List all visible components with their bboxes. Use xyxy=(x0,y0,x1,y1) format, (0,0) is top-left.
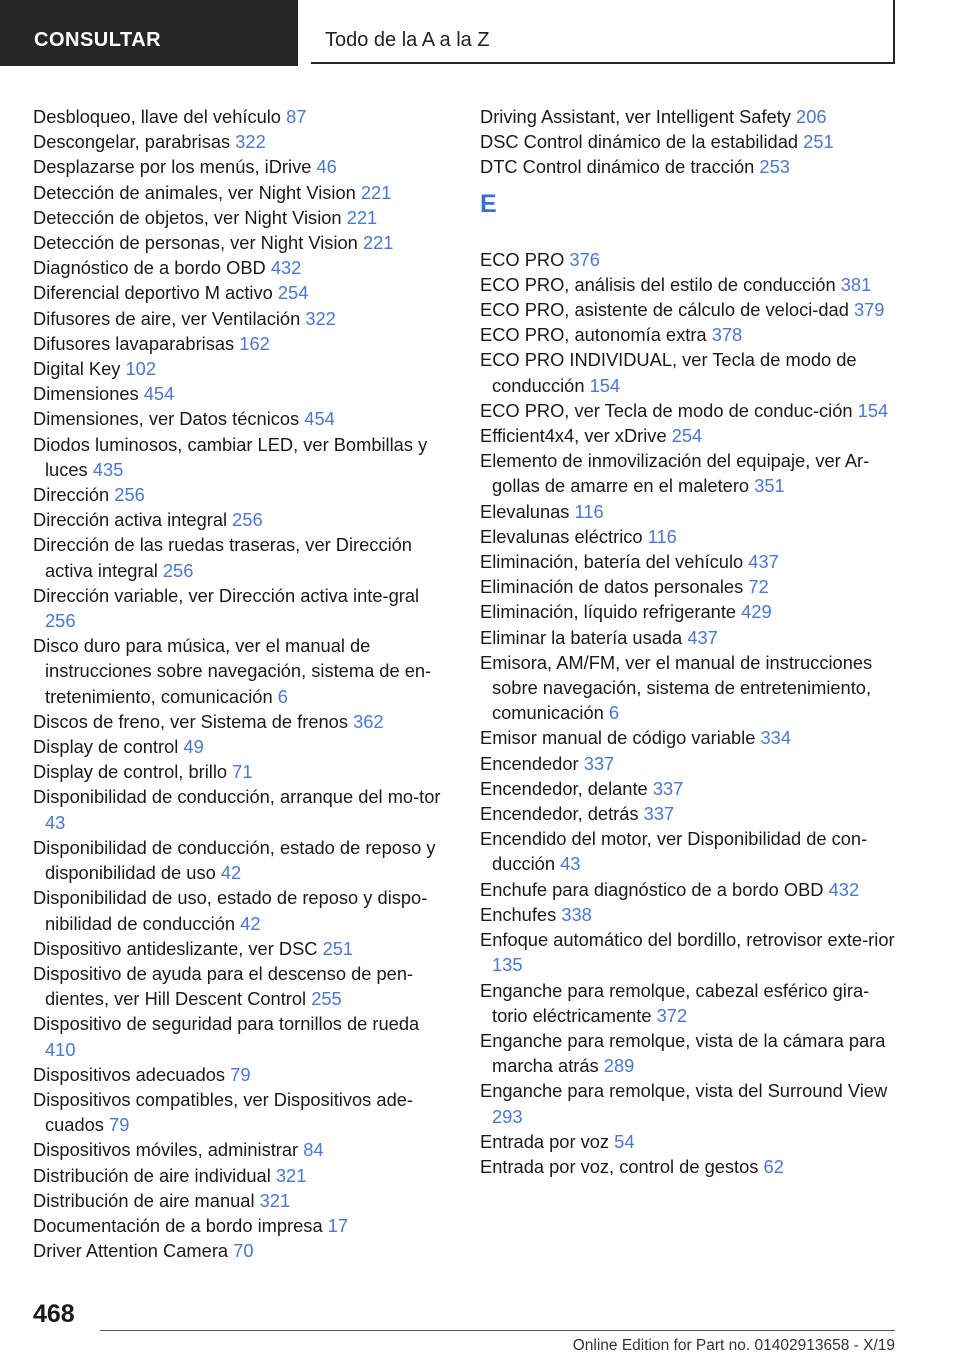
index-page-link[interactable]: 437 xyxy=(748,551,779,573)
index-entry-text: Distribución de aire manual xyxy=(33,1189,255,1211)
index-entry-text: Descongelar, parabrisas xyxy=(33,131,231,153)
index-entry xyxy=(33,432,448,482)
index-entry xyxy=(33,180,448,205)
index-entry-text: Eliminación, batería del vehículo xyxy=(480,551,744,573)
index-entry-text: ECO PRO, autonomía extra xyxy=(480,324,707,346)
index-page-link[interactable]: 102 xyxy=(125,358,156,380)
index-page-link[interactable]: 337 xyxy=(652,777,684,799)
index-entry-text: DTC Control dinámico de tracción xyxy=(480,156,755,178)
index-entry xyxy=(480,574,900,599)
index-entry xyxy=(33,1188,448,1213)
index-entry xyxy=(480,347,900,397)
footer-divider xyxy=(100,1330,895,1331)
index-entry xyxy=(480,129,900,154)
index-entry xyxy=(33,406,448,431)
index-entry xyxy=(480,1154,900,1179)
index-page-link[interactable]: 251 xyxy=(322,937,354,959)
index-entry xyxy=(33,1238,448,1263)
index-entry xyxy=(480,877,900,902)
index-page-link[interactable]: 289 xyxy=(603,1055,635,1077)
index-entry-text: Distribución de aire individual xyxy=(33,1164,271,1186)
index-entry xyxy=(33,230,448,255)
index-entry-text: Desbloqueo, llave del vehículo xyxy=(33,106,281,127)
index-entry xyxy=(480,549,900,574)
index-page-link[interactable]: 162 xyxy=(239,332,270,354)
index-entry xyxy=(480,322,900,347)
index-entry-text: Driver Attention Camera xyxy=(33,1240,229,1262)
index-entry xyxy=(33,961,448,1011)
index-entry-text: ECO PRO xyxy=(480,248,565,270)
index-entry-text: Detección de objetos, ver Night Vision xyxy=(33,206,342,228)
index-entry-text: Dispositivo de seguridad para tornillos de rueda xyxy=(33,1013,420,1035)
index-entry-text: Display de control xyxy=(33,736,179,758)
index-entry-text: Elemento de inmovilización del equipaje, ver Ar-gollas de amarre en el maletero xyxy=(480,450,870,497)
index-page-link[interactable]: 79 xyxy=(109,1114,130,1136)
index-entry xyxy=(33,583,448,633)
index-page-link[interactable]: 337 xyxy=(643,803,675,825)
index-entry-text: Diagnóstico de a bordo OBD xyxy=(33,257,266,279)
index-page-link[interactable]: 454 xyxy=(304,408,335,430)
index-entry-text: Enfoque automático del bordillo, retrovisor exte-rior xyxy=(480,929,895,951)
index-page-link[interactable]: 72 xyxy=(748,576,769,598)
index-page-link[interactable]: 432 xyxy=(270,257,302,279)
index-entry xyxy=(33,1163,448,1188)
index-page-link[interactable]: 429 xyxy=(741,601,772,623)
index-entry-text: Eliminación de datos personales xyxy=(480,576,744,598)
index-entry xyxy=(33,633,448,709)
index-page-link[interactable]: 321 xyxy=(259,1189,291,1211)
index-entry-text: Encendedor, detrás xyxy=(480,803,639,825)
index-entry-text: Digital Key xyxy=(33,358,121,380)
index-entry xyxy=(33,306,448,331)
index-entry-text: Encendido del motor, ver Disponibilidad de con-ducción xyxy=(480,828,868,875)
index-page-link[interactable]: 116 xyxy=(647,525,677,547)
index-entry xyxy=(480,398,900,423)
index-entry xyxy=(33,1087,448,1137)
index-entry-text: Enganche para remolque, vista del Surround View xyxy=(480,1080,888,1102)
index-page-link[interactable]: 255 xyxy=(311,988,342,1010)
index-entry xyxy=(480,247,900,272)
index-page-link[interactable]: 49 xyxy=(183,736,204,758)
index-page-link[interactable]: 43 xyxy=(560,853,581,875)
index-entry-text: ECO PRO, análisis del estilo de conducción xyxy=(480,273,836,295)
index-entry-text: Difusores de aire, ver Ventilación xyxy=(33,307,301,329)
index-entry-text: DSC Control dinámico de la estabilidad xyxy=(480,131,799,153)
index-entry-text: Eliminar la batería usada xyxy=(480,626,683,648)
index-entry xyxy=(480,776,900,801)
index-entry xyxy=(480,902,900,927)
index-entry xyxy=(33,1213,448,1238)
index-page-link[interactable]: 221 xyxy=(346,206,378,228)
index-entry xyxy=(33,1011,448,1061)
index-entry xyxy=(480,725,900,750)
index-page-link[interactable]: 293 xyxy=(492,1105,523,1127)
page-number: 468 xyxy=(33,1300,75,1328)
index-column-right xyxy=(480,104,900,1179)
index-entry xyxy=(480,423,900,448)
index-entry xyxy=(480,927,900,977)
index-entry-text: Diodos luminosos, cambiar LED, ver Bombillas y luces xyxy=(33,433,428,480)
index-entry xyxy=(480,272,900,297)
index-page-link[interactable]: 379 xyxy=(853,299,885,321)
index-page-link[interactable]: 253 xyxy=(759,156,790,178)
index-entry xyxy=(33,734,448,759)
index-page-link[interactable]: 372 xyxy=(656,1004,688,1026)
index-entry xyxy=(33,482,448,507)
index-page-link[interactable]: 116 xyxy=(574,500,604,522)
index-entry xyxy=(480,978,900,1028)
chapter-title: Todo de la A a la Z xyxy=(311,0,895,64)
index-entry xyxy=(480,154,900,179)
index-entry-text: Entrada por voz, control de gestos xyxy=(480,1155,759,1177)
index-entry xyxy=(33,507,448,532)
index-page-link[interactable]: 251 xyxy=(803,131,834,153)
page-header xyxy=(0,0,960,66)
index-entry-text: Display de control, brillo xyxy=(33,761,228,783)
index-entry-text: Detección de animales, ver Night Vision xyxy=(33,181,356,203)
index-page-link[interactable]: 256 xyxy=(162,559,194,581)
index-page-link[interactable]: 351 xyxy=(754,475,785,497)
index-entry-text: Dispositivo antideslizante, ver DSC xyxy=(33,937,318,959)
index-entry-text: Enganche para remolque, cabezal esférico gira-torio eléctricamente xyxy=(480,979,870,1026)
index-entry-text: Eliminación, líquido refrigerante xyxy=(480,601,737,623)
index-entry xyxy=(480,1129,900,1154)
index-entry xyxy=(33,835,448,885)
index-entry-text: Desplazarse por los menús, iDrive xyxy=(33,156,312,178)
index-entry-text: Disponibilidad de conducción, estado de reposo y disponibilidad de uso xyxy=(33,836,436,884)
index-entry xyxy=(480,499,900,524)
index-page-link[interactable]: 79 xyxy=(230,1063,251,1085)
index-entry-text: Dirección variable, ver Dirección activa inte-gral xyxy=(33,584,420,606)
index-page-link[interactable]: 321 xyxy=(275,1164,307,1186)
index-page-link[interactable]: 71 xyxy=(232,761,253,783)
index-entry xyxy=(480,1078,900,1128)
index-group-d-continued xyxy=(480,104,900,180)
index-entry-text: Dirección de las ruedas traseras, ver Dirección activa integral xyxy=(33,534,412,581)
index-entry-text: Diferencial deportivo M activo xyxy=(33,282,273,304)
index-page-link[interactable]: 256 xyxy=(114,484,145,506)
section-letter: E xyxy=(480,189,497,218)
index-group-e xyxy=(480,247,900,1180)
index-page-link[interactable]: 435 xyxy=(92,458,124,480)
index-page-link[interactable]: 254 xyxy=(277,282,309,304)
index-entry xyxy=(33,936,448,961)
index-entry xyxy=(33,280,448,305)
index-entry xyxy=(33,532,448,582)
index-page-link[interactable]: 54 xyxy=(614,1130,635,1152)
index-entry-text: Difusores lavaparabrisas xyxy=(33,332,235,354)
index-entry-text: Emisora, AM/FM, ver el manual de instrucciones sobre navegación, sistema de entretenimiento, comunicación xyxy=(480,651,873,724)
index-entry-text: Dirección xyxy=(33,484,110,506)
index-page-link[interactable]: 154 xyxy=(589,374,621,396)
index-page-link[interactable]: 437 xyxy=(687,626,718,648)
index-entry-text: Detección de personas, ver Night Vision xyxy=(33,232,358,254)
index-page-link[interactable]: 62 xyxy=(763,1155,784,1177)
index-page-link[interactable]: 256 xyxy=(45,610,76,632)
index-entry-text: Dirección activa integral xyxy=(33,509,228,531)
header-gap xyxy=(298,0,311,66)
index-page-link[interactable]: 206 xyxy=(796,106,827,127)
index-entry-text: Encendedor, delante xyxy=(480,777,648,799)
index-entry-text: Emisor manual de código variable xyxy=(480,727,756,749)
index-page-link[interactable]: 322 xyxy=(305,307,336,329)
index-entry xyxy=(480,650,900,726)
index-entry-text: Elevalunas xyxy=(480,500,570,522)
index-page-link[interactable]: 454 xyxy=(143,383,175,405)
index-page-link[interactable]: 87 xyxy=(286,106,307,127)
index-entry xyxy=(480,1028,900,1078)
index-entry xyxy=(480,826,900,876)
index-page-link[interactable]: 378 xyxy=(711,324,743,346)
index-page-link[interactable]: 410 xyxy=(45,1038,76,1060)
footer-edition: Online Edition for Part no. 01402913658 - X/19 xyxy=(572,1337,895,1354)
index-entry-text: Documentación de a bordo impresa xyxy=(33,1214,323,1236)
index-page-link[interactable]: 135 xyxy=(492,954,523,976)
index-entry-text: Disponibilidad de conducción, arranque del mo-tor xyxy=(33,786,441,808)
index-entry-text: Dimensiones, ver Datos técnicos xyxy=(33,408,300,430)
index-page-link[interactable]: 17 xyxy=(327,1214,349,1236)
index-entry xyxy=(33,205,448,230)
index-page-link[interactable]: 6 xyxy=(608,702,620,724)
index-page-link[interactable]: 154 xyxy=(857,399,889,421)
index-entry-text: Disponibilidad de uso, estado de reposo y dispo-nibilidad de conducción xyxy=(33,887,428,934)
index-page-link[interactable]: 42 xyxy=(220,862,242,884)
index-page-link[interactable]: 337 xyxy=(583,752,615,774)
index-entry-text: Enchufe para diagnóstico de a bordo OBD xyxy=(480,878,824,900)
index-entry xyxy=(480,625,900,650)
index-entry xyxy=(33,709,448,734)
index-entry-text: Encendedor xyxy=(480,752,579,774)
index-entry-text: Enganche para remolque, vista de la cámara para marcha atrás xyxy=(480,1029,886,1077)
index-column-left xyxy=(33,104,448,1263)
index-entry xyxy=(480,524,900,549)
index-entry-text: Dispositivos adecuados xyxy=(33,1063,226,1085)
index-entry xyxy=(33,104,448,129)
index-entry-text: Dispositivos móviles, administrar xyxy=(33,1139,299,1161)
index-page-link[interactable]: 334 xyxy=(760,727,791,749)
index-entry-text: Dispositivo de ayuda para el descenso de pen-dientes, ver Hill Descent Control xyxy=(33,962,414,1010)
index-entry xyxy=(33,255,448,280)
index-entry xyxy=(480,104,900,129)
index-entry xyxy=(33,1062,448,1087)
index-entry-text: ECO PRO, ver Tecla de modo de conduc-ción xyxy=(480,399,853,421)
index-entry-text: ECO PRO INDIVIDUAL, ver Tecla de modo de conducción xyxy=(480,349,857,396)
index-entry xyxy=(33,1137,448,1162)
index-entry-text: Dispositivos compatibles, ver Dispositivos ade-cuados xyxy=(33,1088,413,1136)
index-page-link[interactable]: 42 xyxy=(240,912,261,934)
index-entry xyxy=(33,784,448,834)
index-entry xyxy=(480,751,900,776)
index-page-link[interactable]: 84 xyxy=(303,1139,324,1161)
section-tab: CONSULTAR xyxy=(0,0,298,66)
index-page-link[interactable]: 43 xyxy=(45,811,66,833)
index-entry xyxy=(480,448,900,498)
index-page-link[interactable]: 381 xyxy=(840,273,872,295)
index-page-link[interactable]: 70 xyxy=(233,1240,254,1262)
index-page-link[interactable]: 221 xyxy=(360,181,392,203)
index-page-link[interactable]: 322 xyxy=(235,131,266,153)
index-page-link[interactable]: 362 xyxy=(353,710,384,732)
index-entry xyxy=(33,154,448,179)
index-entry xyxy=(33,381,448,406)
index-page-link[interactable]: 6 xyxy=(277,685,288,707)
index-page-link[interactable]: 254 xyxy=(671,425,703,447)
index-entry xyxy=(33,129,448,154)
index-entry-text: Disco duro para música, ver el manual de instrucciones sobre navegación, sistema de en-tretenimiento, comunicación xyxy=(33,635,432,707)
index-entry xyxy=(33,331,448,356)
index-page-link[interactable]: 221 xyxy=(362,232,394,254)
index-entry xyxy=(33,885,448,935)
index-entry xyxy=(480,297,900,322)
index-page-link[interactable]: 432 xyxy=(828,878,860,900)
index-entry xyxy=(33,759,448,784)
index-entry-text: ECO PRO, asistente de cálculo de veloci-dad xyxy=(480,299,849,321)
index-entry-text: Entrada por voz xyxy=(480,1130,610,1152)
index-page-link[interactable]: 46 xyxy=(316,156,337,178)
index-entry-text: Driving Assistant, ver Intelligent Safety xyxy=(480,106,791,127)
index-page-link[interactable]: 256 xyxy=(232,509,263,531)
index-entry-text: Dimensiones xyxy=(33,383,139,405)
index-entry-text: Efficient4x4, ver xDrive xyxy=(480,425,667,447)
index-entry xyxy=(33,356,448,381)
index-entry-text: Enchufes xyxy=(480,903,557,925)
index-entry xyxy=(480,801,900,826)
index-entry xyxy=(480,599,900,624)
index-entry-text: Discos de freno, ver Sistema de frenos xyxy=(33,710,348,732)
index-page-link[interactable]: 376 xyxy=(569,248,600,270)
index-entry-text: Elevalunas eléctrico xyxy=(480,525,643,547)
index-page-link[interactable]: 338 xyxy=(561,903,592,925)
